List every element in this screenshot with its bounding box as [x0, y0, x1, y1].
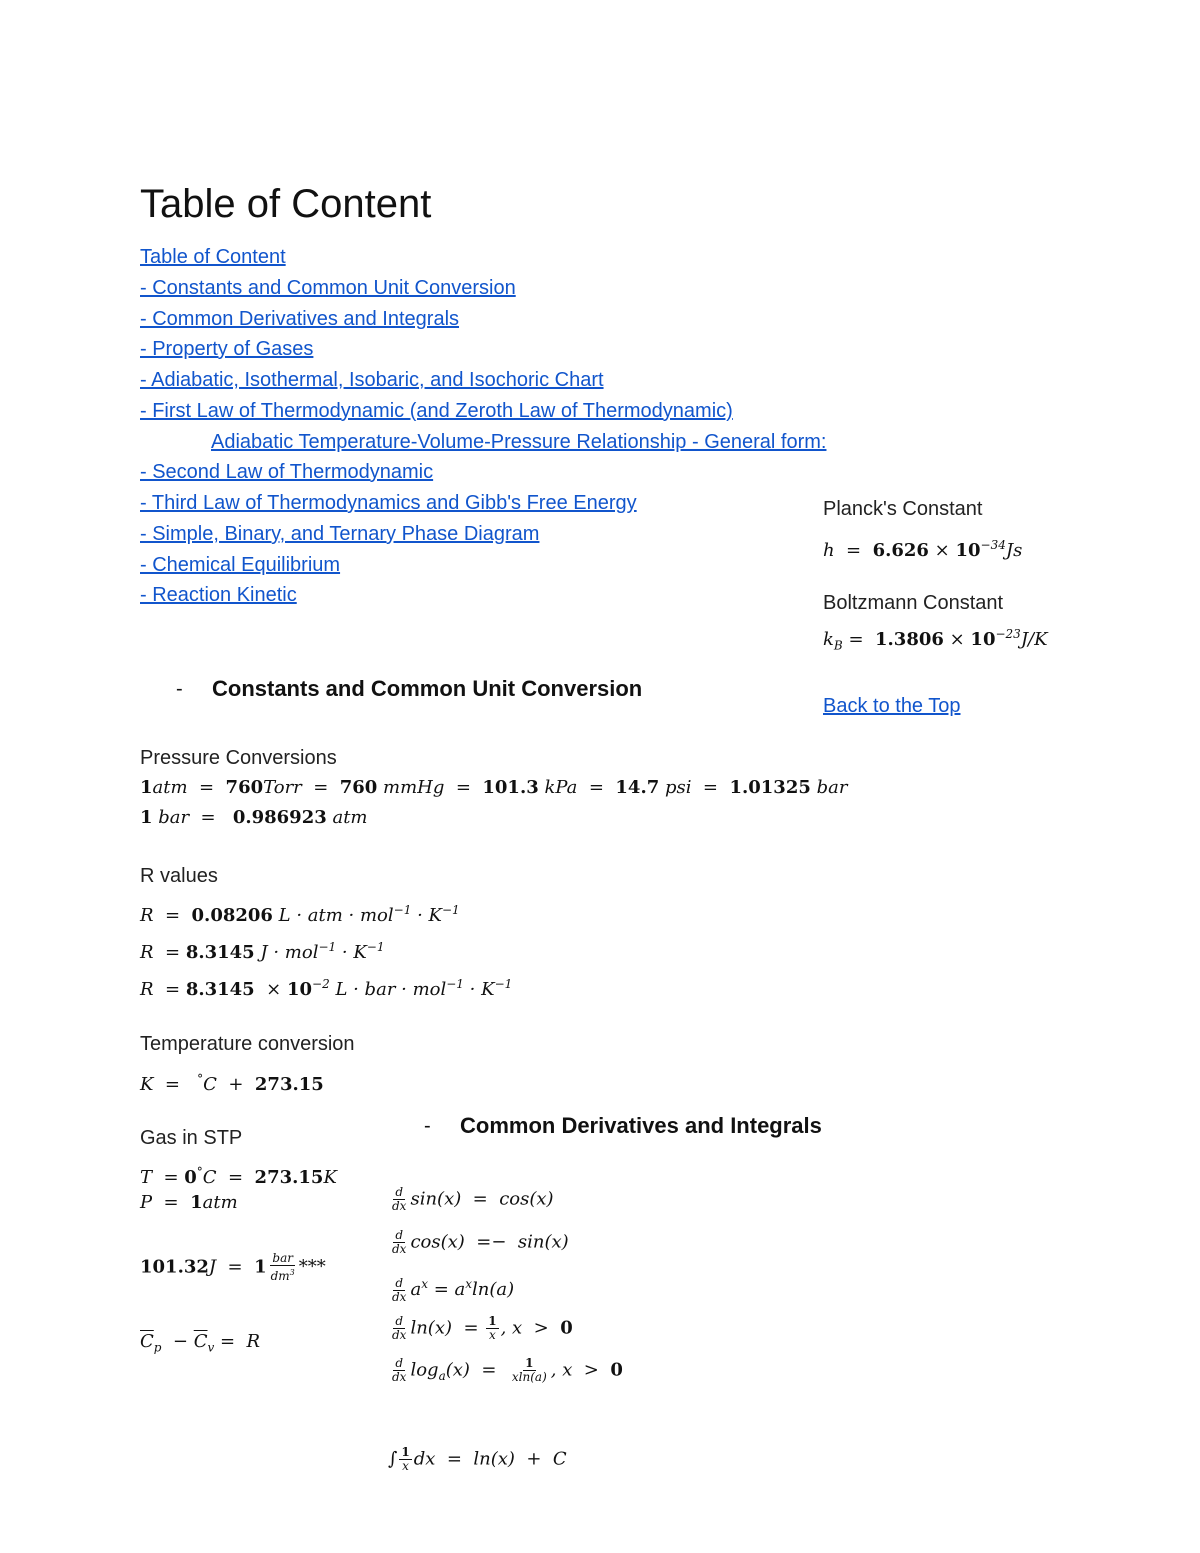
pressure-equation-2: 1 bar = 0.986923 atm: [140, 807, 368, 828]
toc-link-reaction-kinetic[interactable]: - Reaction Kinetic: [140, 584, 297, 606]
pressure-equation-1: 1atm = 760Torr = 760 mmHg = 101.3 kPa = 14.7 psi = 1.01325 bar: [140, 777, 848, 798]
boltzmann-equation: $k_B = 1.3806 \times 10^{-23}J/K$: [823, 627, 1048, 653]
planck-equation: $h = 6.626 \times 10^{-34}Js$: [823, 538, 1023, 561]
temperature-equation: K = °C + 273.15: [140, 1072, 324, 1095]
toc-link-table-of-content[interactable]: Table of Content: [140, 246, 286, 268]
toc-link-constants[interactable]: - Constants and Common Unit Conversion: [140, 277, 516, 299]
toc-link-first-law[interactable]: - First Law of Thermodynamic (and Zeroth Law of Thermodynamic): [140, 400, 733, 422]
r-equation-3: $R = 8.3145 \times 10^{-2}$ L · bar · $mol^{-1} \cdot K^{-1}$: [140, 977, 513, 1000]
planck-label: Planck's Constant: [823, 498, 983, 520]
toc-link-derivatives[interactable]: - Common Derivatives and Integrals: [140, 308, 460, 330]
derivative-exponential: $\frac{d}{dx}$ $a^x = a^x\ln(a)$: [392, 1275, 515, 1304]
r-equation-1: R = 0.08206 L · atm · $mol^{-1} \cdot K^{-1}$: [140, 903, 460, 926]
boltzmann-label: Boltzmann Constant: [823, 592, 1004, 614]
stp-equation-energy: 101.32J = 1 $\frac{\text{bar}}{dm^3}$ ***: [140, 1251, 326, 1283]
section1-bullet: -: [176, 678, 183, 700]
toc-link-gases[interactable]: - Property of Gases: [140, 338, 314, 360]
stp-label: Gas in STP: [140, 1127, 243, 1149]
integral-reciprocal: ∫ $\frac{1}{x}$ dx = ln(x) + C: [388, 1445, 567, 1473]
derivative-sin: $\frac{d}{dx}$ sin(x) = cos(x): [392, 1185, 554, 1213]
section1-heading: Constants and Common Unit Conversion: [212, 676, 643, 701]
toc-link-chemical-equilibrium[interactable]: - Chemical Equilibrium: [140, 554, 341, 576]
stp-equation-temperature: T = 0°C = 273.15K: [140, 1165, 337, 1188]
section2-bullet: -: [424, 1115, 431, 1137]
toc-link-adiabatic-chart[interactable]: - Adiabatic, Isothermal, Isobaric, and Isochoric Chart: [140, 369, 604, 391]
pressure-label: Pressure Conversions: [140, 747, 337, 769]
derivative-cos: $\frac{d}{dx}$ cos(x) =− sin(x): [392, 1228, 569, 1256]
section2-heading: Common Derivatives and Integrals: [460, 1113, 822, 1138]
stp-equation-pressure: P = 1atm: [140, 1192, 238, 1213]
toc-link-adiabatic-relationship[interactable]: Adiabatic Temperature-Volume-Pressure Relationship - General form:: [211, 431, 827, 453]
derivative-ln: $\frac{d}{dx}$ ln(x) = $\frac{1}{x}$ , x > 0: [392, 1314, 573, 1342]
toc-link-phase-diagram[interactable]: - Simple, Binary, and Ternary Phase Diagram: [140, 523, 540, 545]
temperature-label: Temperature conversion: [140, 1033, 355, 1055]
toc-link-third-law[interactable]: - Third Law of Thermodynamics and Gibb's Free Energy: [140, 492, 637, 514]
derivative-log: $\frac{d}{dx}$ $\log_a(x)$ = $\frac{1}{xln(a)}$ , x > 0: [392, 1356, 623, 1384]
r-equation-2: R = 8.3145 $J \cdot mol^{-1} \cdot K^{-1}$: [140, 940, 385, 963]
toc-link-second-law[interactable]: - Second Law of Thermodynamic: [140, 461, 434, 483]
r-values-label: R values: [140, 865, 218, 887]
heat-capacity-equation: $\overline{C}_p - \overline{C}_v = R$: [140, 1331, 261, 1355]
page-title: Table of Content: [140, 182, 432, 226]
back-to-top-link[interactable]: Back to the Top: [823, 695, 961, 717]
